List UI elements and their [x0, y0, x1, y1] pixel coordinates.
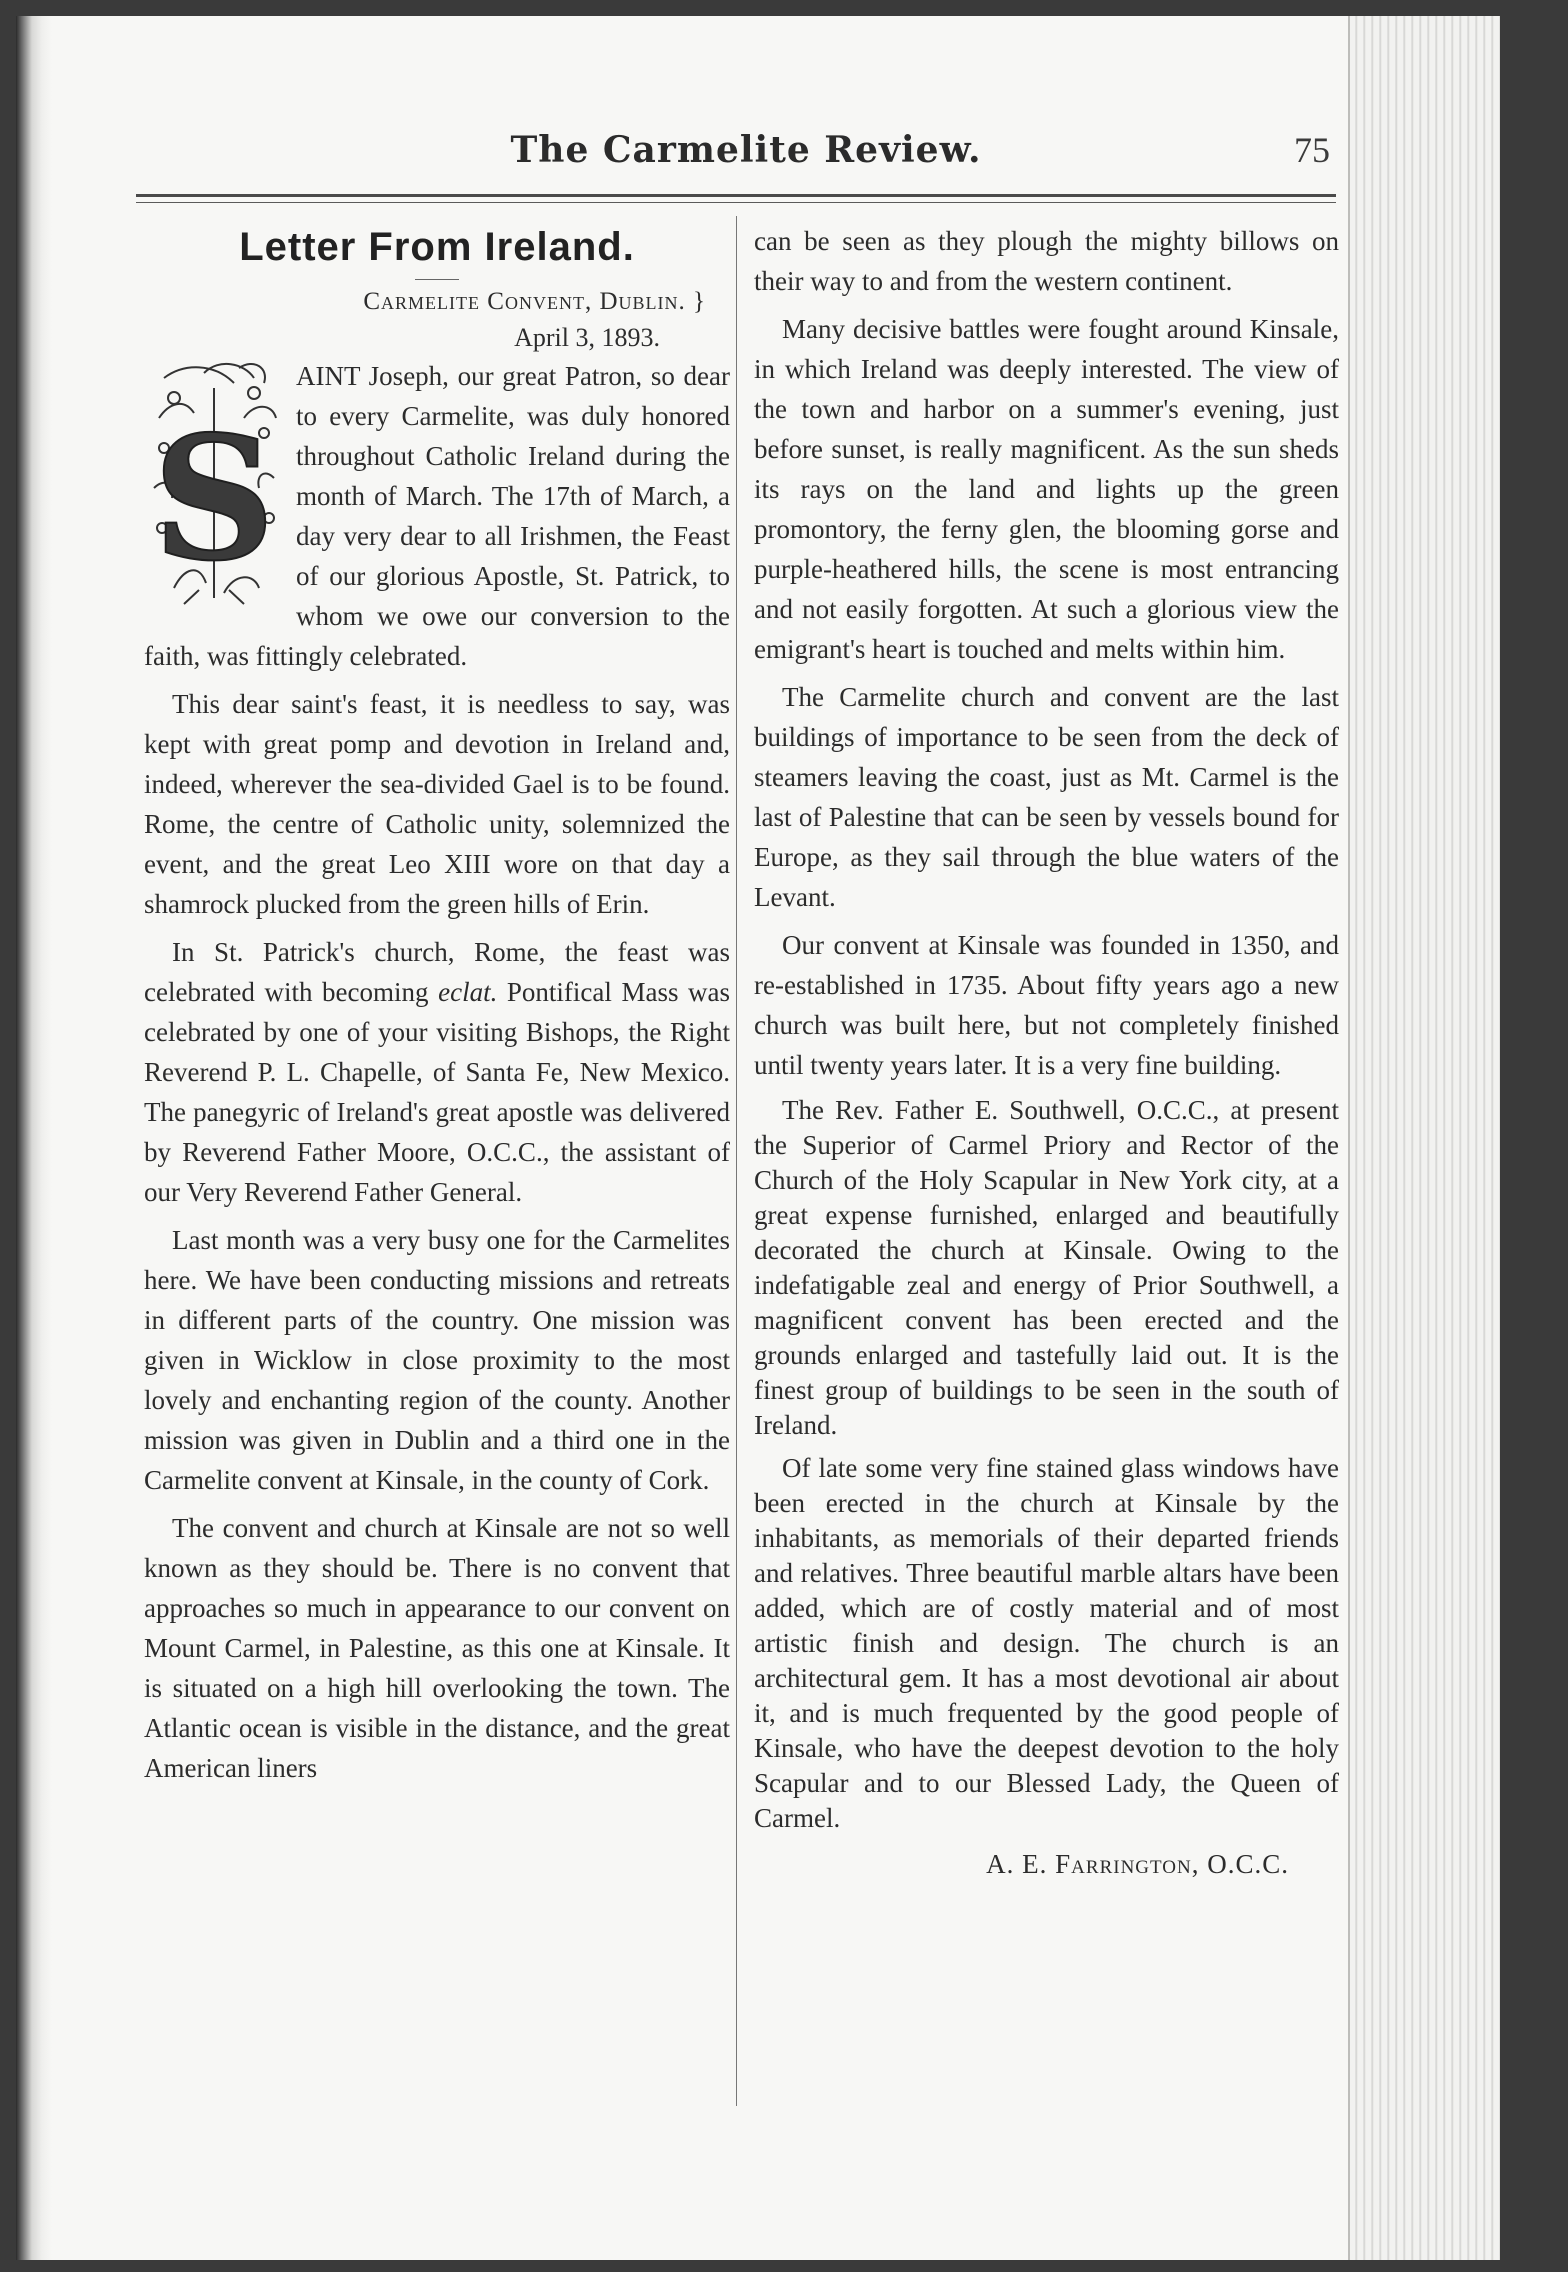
dateline-place: Carmelite Convent, Dublin. } — [363, 288, 706, 315]
paragraph-7: The Carmelite church and convent are the last buildings of importance to be seen from the deck of steamers leaving the coast, just as Mt. Carmel is the last of Palestine that can be seen by vessels bound for Europe, as they sail through the blue waters of the Levant. — [754, 682, 1339, 912]
left-column — [144, 221, 730, 1796]
eclat-word: eclat. — [438, 977, 498, 1007]
header-rule-thin — [136, 202, 1336, 203]
paragraph-9: The Rev. Father E. Southwell, O.C.C., at present the Superior of Carmel Priory and Rector of the Church of the Holy Scapular in New York city, at a great expense furnished, enlarged and beautifully decorated the church at Kinsale. Owing to the indefatigable zeal and energy of Prior Southwell, a magnificent convent has been erected and the grounds enlarged and tastefully laid out. It is the finest group of buildings to be seen in the south of Ireland. — [754, 1095, 1339, 1440]
column-divider — [736, 216, 737, 2106]
dateline-place-text: Carmelite Convent, Dublin. — [363, 288, 686, 315]
article-title: Letter From Ireland. — [239, 225, 635, 269]
paragraph-10: Of late some very fine stained glass windows have been erected in the church at Kinsale by the inhabitants, as memorials of their departed friends and relatives. Three beautiful marble altars have been added, which are of costly material and of most artistic finish and design. The church is an architectural gem. It has a most devotional air about it, and is much frequented by the good people of Kinsale, who have the deepest devotion to the holy Scapular and to our Blessed Lady, the Queen of Carmel. — [754, 1453, 1339, 1833]
paragraph-3-rest: Pontifical Mass was celebrated by one of your visiting Bishops, the Right Reverend P. L. Chapelle, of Santa Fe, New Mexico. The panegyric of Ireland's great apostle was delivered by Reverend Father Moore, O.C.C., the assistant of our Very Reverend Father General. — [144, 977, 731, 1207]
opening-paragraph-block — [144, 356, 730, 676]
journal-page — [16, 16, 1500, 2260]
paragraph-1: AINT Joseph, our great Patron, so dear to every Carmelite, was duly honored throughout Catholic Ireland during the month of March. The 17th of March, a day very dear to all Irishmen, the Feast of our glorious Apostle, St. Patrick, to whom we owe our conversion to the faith, was fittingly celebrated. — [144, 361, 730, 671]
book-binding-shadow — [16, 16, 52, 2260]
paragraph-4: Last month was a very busy one for the Carmelites here. We have been conducting missions and retreats in different parts of the country. One mission was given in Wicklow in close proximity to the most lovely and enchanting region of the county. Another mission was given in Dublin and a third one in the Carmelite convent at Kinsale, in the county of Cork. — [144, 1225, 730, 1495]
dateline-date: April 3, 1893. — [514, 323, 660, 352]
paragraph-5-continued: can be seen as they plough the mighty billows on their way to and from the western continent. — [754, 226, 1339, 296]
paragraph-3 — [144, 932, 730, 1212]
running-head — [146, 121, 1346, 181]
title-rule — [415, 279, 459, 280]
page-edges — [1348, 16, 1500, 2260]
journal-title: The Carmelite Review. — [510, 129, 982, 171]
drop-cap-letter: S — [152, 399, 276, 599]
paragraph-6: Many decisive battles were fought around Kinsale, in which Ireland was deeply interested. The view of the town and harbor on a summer's evening, just before sunset, is really magnificent. As the sun sheds its rays on the land and lights up the green promontory, the ferny glen, the blooming gorse and purple-heathered hills, the scene is most entrancing and not easily forgotten. At such a glorious view the emigrant's heart is touched and melts within him. — [754, 314, 1339, 664]
signature — [754, 1844, 1339, 1884]
paragraph-8: Our convent at Kinsale was founded in 1350, and re-established in 1735. About fifty years ago a new church was built here, but not completely finished until twenty years later. It is a very fine building. — [754, 930, 1339, 1080]
ornamental-drop-cap — [144, 358, 284, 614]
paragraph-2: This dear saint's feast, it is needless to say, was kept with great pomp and devotion in Ireland and, indeed, wherever the sea-divided Gael is to be found. Rome, the centre of Catholic unity, solemnized the event, and the great Leo XIII wore on that day a shamrock plucked from the green hills of Erin. — [144, 689, 730, 919]
paragraph-3-start: In St. Patrick's church, Rome, the feast was celebrated with becoming — [144, 937, 730, 1007]
right-column — [754, 221, 1339, 1884]
floral-ornament-icon — [144, 358, 284, 614]
paragraph-5: The convent and church at Kinsale are not so well known as they should be. There is no convent that approaches so much in appearance to our convent on Mount Carmel, in Palestine, as this one at Kinsale. It is situated on a high hill overlooking the town. The Atlantic ocean is visible in the distance, and the great American liners — [144, 1513, 730, 1783]
header-rule-thick — [136, 194, 1336, 197]
signature-text: A. E. Farrington, O.C.C. — [986, 1849, 1289, 1879]
page-number: 75 — [1294, 130, 1330, 170]
